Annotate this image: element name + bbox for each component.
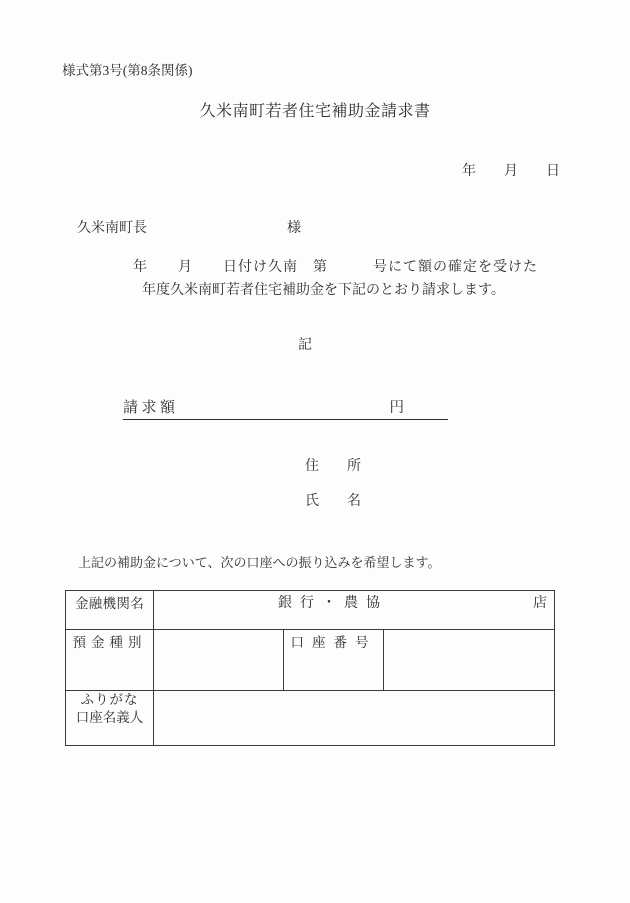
table-row-account-holder [66,691,555,746]
bank-account-table [65,590,555,746]
address-label: 住 所 [305,459,368,474]
body-paragraph-line2: 年度久米南町若者住宅補助金を下記のとおり請求します。 [142,283,505,298]
form-number: 様式第3号(第8条関係) [62,63,193,78]
financial-institution-label: 金融機関名 [66,591,154,630]
account-number-label: 口座番号 [284,630,384,691]
account-holder-input-cell [154,691,555,746]
page-title: 久米南町若者住宅補助金請求書 [199,103,431,120]
honorific-sama: 様 [287,220,301,236]
name-label: 氏 名 [305,494,368,509]
record-mark: 記 [298,338,312,353]
table-row-deposit-account [66,630,555,691]
claim-amount-label: 請求額 [123,400,179,416]
deposit-type-label: 預金種別 [66,630,154,691]
claim-amount-line [123,399,448,420]
deposit-type-input-cell [154,630,284,691]
financial-institution-input-cell [154,591,555,630]
branch-suffix-label: 店 [533,596,548,611]
account-holder-label-cell [66,691,154,746]
account-number-input-cell [384,630,555,691]
bank-or-coop-label: 銀行・農協 [278,596,388,611]
date-blank-line: 年 月 日 [462,164,560,179]
yen-unit-label: 円 [389,399,404,416]
furigana-label: ふりがな [80,692,139,707]
addressee-name: 久米南町長 [77,220,147,236]
body-paragraph-line1: 年 月 日付け久南 第 号にて額の確定を受けた [133,260,538,275]
account-holder-label: 口座名義人 [75,710,144,725]
addressee-line [63,204,301,254]
transfer-request-note: 上記の補助金について、次の口座への振り込みを希望します。 [78,555,441,570]
table-row-financial-institution [66,591,555,630]
